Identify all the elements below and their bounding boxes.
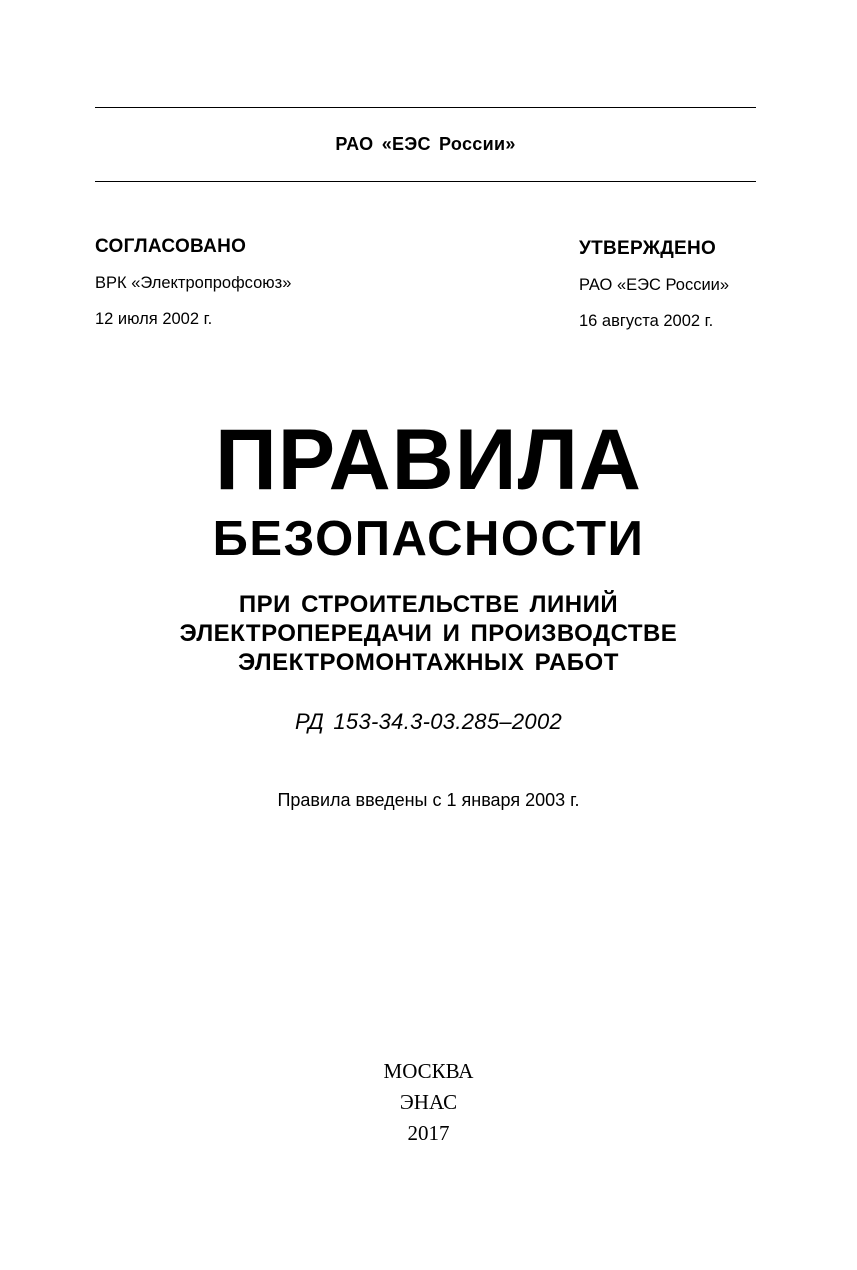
approved-date: 16 августа 2002 г. bbox=[579, 312, 714, 330]
description-line: ЭЛЕКТРОМОНТАЖНЫХ РАБОТ bbox=[238, 649, 619, 676]
top-divider bbox=[95, 107, 756, 108]
document-code: РД 153-34.3-03.285–2002 bbox=[294, 709, 563, 734]
agreed-block bbox=[95, 236, 291, 329]
agreed-date: 12 июля 2002 г. bbox=[95, 310, 213, 328]
approved-body: РАО «ЕЭС России» bbox=[579, 276, 730, 294]
approved-heading: УТВЕРЖДЕНО bbox=[579, 238, 717, 259]
description-line: ПРИ СТРОИТЕЛЬСТВЕ ЛИНИЙ bbox=[238, 591, 619, 618]
agreed-heading: СОГЛАСОВАНО bbox=[95, 236, 247, 257]
document-title: ПРАВИЛА bbox=[214, 412, 643, 508]
organization-header: РАО «ЕЭС России» bbox=[335, 134, 516, 154]
publisher-year: 2017 bbox=[407, 1121, 450, 1145]
effective-date: Правила введены с 1 января 2003 г. bbox=[277, 790, 580, 810]
publisher-block bbox=[0, 1056, 857, 1149]
publisher-city: МОСКВА bbox=[383, 1059, 474, 1083]
publisher-name: ЭНАС bbox=[399, 1090, 458, 1114]
approved-block bbox=[579, 238, 729, 331]
description-line: ЭЛЕКТРОПЕРЕДАЧИ И ПРОИЗВОДСТВЕ bbox=[179, 620, 678, 647]
agreed-body: ВРК «Электропрофсоюз» bbox=[95, 274, 292, 292]
document-subtitle: БЕЗОПАСНОСТИ bbox=[212, 512, 645, 566]
document-description bbox=[0, 590, 857, 677]
bottom-divider bbox=[95, 181, 756, 182]
